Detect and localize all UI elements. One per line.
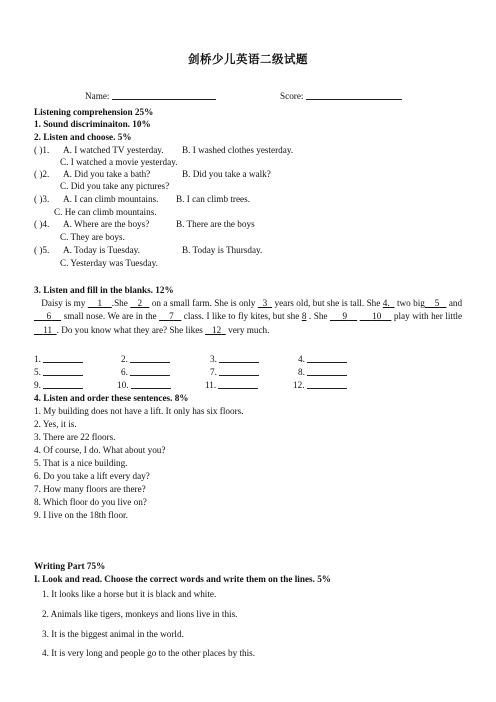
answer-slot-9[interactable]: 9. [34,379,83,391]
answer-slot-10[interactable]: 10. [117,379,171,391]
answer-slot-6[interactable]: 6. [121,366,170,378]
score-label: Score: [280,91,304,101]
question-2-option-c: C. Did you take any pictures? [60,181,170,191]
question-4-option-a: A. Where are the boys? [63,219,150,229]
listen-choose-heading: 2. Listen and choose. 5% [34,132,132,142]
question-4-prefix[interactable]: ( )4. [34,219,50,229]
question-2-option-b: B. Did you take a walk? [182,169,271,179]
question-1-option-b: B. I washed clothes yesterday. [182,145,294,155]
answer-slot-4[interactable]: 4. [298,353,347,365]
order-sentence-4: 4. Of course, I do. What about you? [34,445,166,455]
order-sentence-1: 1. My building does not have a lift. It only has six floors. [34,406,244,416]
blank-1[interactable]: 1 [97,298,103,308]
answer-slot-5[interactable]: 5. [34,366,83,378]
score-blank[interactable] [306,90,402,100]
fill-blanks-passage: Daisy is my 1 .She 2 on a small farm. She is only 3 years old, but she is tall. She 4. two big 5 and 6 small nose. We are in the 7 class. I like to fly kites, but she 8 . She 9 10 play with her little 11 . Do you know what they are? She likes 12 very much. [34,297,462,337]
blank-6[interactable]: 6 [46,311,52,322]
order-sentence-2: 2. Yes, it is. [34,419,77,429]
blank-4[interactable]: 4. [382,298,390,308]
order-sentence-9: 9. I live on the 18th floor. [34,510,128,520]
name-blank[interactable] [112,90,216,100]
question-5-option-c: C. Yesterday was Tuesday. [60,258,158,268]
blank-10[interactable]: 10 [372,311,382,322]
blank-7[interactable]: 7 [169,311,174,322]
writing-heading: Writing Part 75% [34,561,106,571]
question-1-option-a: A. I watched TV yesterday. [63,145,164,155]
question-4-option-c: C. They are boys. [60,232,125,242]
question-3-option-c: C. He can climb mountains. [54,207,157,217]
answer-slot-1[interactable]: 1. [34,353,83,365]
blank-5[interactable]: 5 [434,298,440,308]
question-5-prefix[interactable]: ( )5. [34,245,50,255]
listening-heading: Listening comprehension 25% [34,107,154,117]
question-2-option-a: A. Did you take a bath? [63,169,151,179]
question-1-option-c: C. I watched a movie yesterday. [60,157,178,167]
order-sentence-3: 3. There are 22 floors. [34,432,116,442]
order-sentence-5: 5. That is a nice building. [34,458,128,468]
name-label: Name: [85,91,110,101]
order-sentences-heading: 4. Listen and order these sentences. 8% [34,393,189,403]
look-read-heading: I. Look and read. Choose the correct words and write them on the lines. 5% [34,574,331,584]
question-5-option-a: A. Today is Tuesday. [63,245,140,255]
blank-9[interactable]: 9 [342,311,348,322]
question-3-option-a: A. I can climb mountains. [63,194,159,204]
blank-8[interactable]: 8 [301,311,307,322]
answer-slot-8[interactable]: 8. [298,366,347,378]
look-read-item-4: 4. It is very long and people go to the other places by this. [42,648,256,658]
answer-slot-3[interactable]: 3. [210,353,259,365]
look-read-item-3: 3. It is the biggest animal in the world. [42,629,184,639]
question-4-option-b: B. There are the boys [176,219,255,229]
blank-2[interactable]: 2 [137,298,143,308]
question-1-prefix[interactable]: ( )1. [34,145,50,155]
sound-discrimination-heading: 1. Sound discriminaiton. 10% [34,119,151,129]
answer-slot-12[interactable]: 12. [293,379,347,391]
look-read-item-2: 2. Animals like tigers, monkeys and lions live in this. [42,609,238,619]
question-3-prefix[interactable]: ( )3. [34,194,50,204]
question-5-option-b: B. Today is Thursday. [182,245,263,255]
question-2-prefix[interactable]: ( )2. [34,169,50,179]
blank-3[interactable]: 3 [262,298,268,308]
exam-title: 剑桥少儿英语二级试题 [188,52,308,66]
answer-slot-11[interactable]: 11. [205,379,258,391]
order-sentence-8: 8. Which floor do you live on? [34,497,147,507]
question-3-option-b: B. I can climb trees. [176,194,250,204]
name-field[interactable] [85,90,216,102]
order-sentence-6: 6. Do you take a lift every day? [34,471,150,481]
answer-slot-2[interactable]: 2. [121,353,170,365]
order-sentence-7: 7. How many floors are there? [34,484,146,494]
fill-blanks-heading: 3. Listen and fill in the blanks. 12% [34,285,174,295]
blank-12[interactable]: 12 [212,324,222,335]
score-field[interactable] [280,90,402,102]
look-read-item-1: 1. It looks like a horse but it is black and white. [42,589,217,599]
blank-11[interactable]: 11 [43,324,53,335]
answer-slot-7[interactable]: 7. [210,366,259,378]
